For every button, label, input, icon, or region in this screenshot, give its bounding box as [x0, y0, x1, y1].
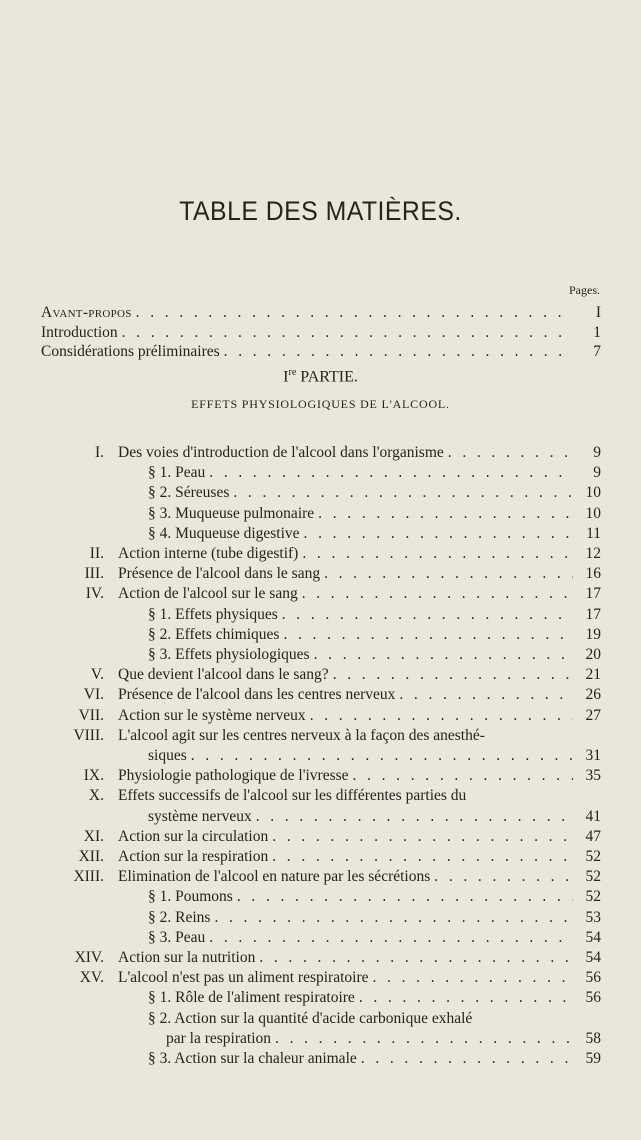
entry-title: Physiologie pathologique de l'ivresse	[118, 767, 349, 785]
toc-entry	[0, 463, 641, 482]
toc-entry	[0, 867, 641, 886]
entry-page: 12	[585, 545, 601, 562]
entry-number: VIII.	[73, 726, 104, 744]
entry-number: V.	[90, 666, 104, 684]
entry-number: VII.	[78, 706, 104, 724]
entry-title: siques	[148, 747, 187, 764]
dot-leader	[283, 625, 573, 644]
toc-entry	[0, 665, 641, 684]
toc-entry	[0, 726, 641, 745]
entry-page: 56	[585, 969, 601, 987]
entry-title: système nerveux	[148, 807, 252, 825]
dot-leader	[282, 605, 573, 624]
dot-leader	[209, 463, 573, 482]
dot-leader	[233, 483, 573, 502]
entry-page: 31	[585, 747, 601, 764]
toc-entry	[0, 605, 641, 624]
entry-title: § 1. Peau	[148, 464, 206, 482]
part-heading: Ire PARTIE.	[283, 367, 358, 386]
entry-page: 9	[593, 444, 601, 461]
entry-page: 53	[585, 908, 601, 926]
entry-title: Action sur la circulation	[118, 827, 269, 845]
entry-title: § 2. Reins	[148, 908, 211, 926]
toc-entry	[0, 323, 641, 342]
entry-title: Action sur la respiration	[118, 848, 269, 865]
dot-leader	[272, 827, 573, 846]
toc-entry	[0, 827, 641, 846]
entry-page: I	[595, 304, 601, 321]
entry-title: Elimination de l'alcool en nature par les sécrétions	[118, 868, 431, 886]
entry-number: VI.	[83, 686, 104, 704]
entry-title: § 1. Rôle de l'aliment respiratoire	[148, 989, 355, 1007]
pages-column-label: Pages.	[569, 283, 600, 297]
entry-page: 54	[585, 949, 601, 966]
dot-leader	[122, 323, 573, 342]
toc-entry	[0, 766, 641, 785]
entry-page: 7	[593, 343, 601, 360]
dot-leader	[302, 544, 573, 563]
dot-leader	[318, 504, 573, 523]
toc-entry	[0, 1009, 641, 1028]
dot-leader	[359, 988, 573, 1007]
entry-number: XIV.	[74, 949, 104, 966]
dot-leader	[324, 564, 573, 583]
toc-entry	[0, 807, 641, 826]
toc-entry	[0, 968, 641, 987]
dot-leader	[224, 342, 573, 361]
entry-page: 59	[585, 1050, 601, 1067]
entry-title: § 3. Effets physiologiques	[148, 646, 310, 663]
entry-title: § 1. Effets physiques	[148, 605, 278, 623]
toc-entry	[0, 625, 641, 644]
toc-entry	[0, 746, 641, 765]
entry-page: 11	[586, 524, 601, 542]
toc-entry	[0, 948, 641, 967]
entry-page: 27	[585, 706, 601, 724]
dot-leader	[259, 948, 573, 967]
entry-page: 35	[585, 767, 601, 785]
dot-leader	[448, 443, 573, 462]
toc-entry	[0, 564, 641, 583]
toc-entry	[0, 584, 641, 603]
entry-title: § 3. Action sur la chaleur animale	[148, 1050, 357, 1067]
toc-entry	[0, 988, 641, 1007]
page-title: TABLE DES MATIÈRES.	[179, 196, 462, 226]
entry-page: 9	[593, 464, 601, 482]
entry-title: Action sur le système nerveux	[118, 706, 306, 724]
entry-number: IX.	[83, 767, 104, 785]
toc-entry	[0, 483, 641, 502]
entry-number: XI.	[83, 827, 104, 845]
dot-leader	[237, 887, 573, 906]
dot-leader	[256, 807, 573, 826]
entry-number: XIII.	[73, 868, 104, 886]
entry-page: 16	[585, 565, 601, 583]
entry-page: 58	[585, 1029, 601, 1047]
entry-page: 41	[585, 807, 601, 825]
entry-page: 26	[585, 686, 601, 704]
entry-title: L'alcool n'est pas un aliment respiratoire	[118, 969, 369, 987]
entry-title: Présence de l'alcool dans le sang	[118, 565, 321, 583]
toc-entry	[0, 908, 641, 927]
entry-page: 17	[585, 605, 601, 623]
dot-leader	[191, 746, 573, 765]
toc-entry	[0, 685, 641, 704]
dot-leader	[333, 665, 573, 684]
toc-entry	[0, 524, 641, 543]
entry-number: II.	[89, 545, 104, 562]
dot-leader	[310, 706, 573, 725]
entry-title: § 1. Poumons	[148, 888, 233, 906]
dot-leader	[272, 847, 573, 866]
dot-leader	[399, 685, 573, 704]
toc-entry	[0, 1029, 641, 1048]
entry-title: Considérations préliminaires	[41, 343, 220, 360]
entry-title: Présence de l'alcool dans les centres nerveux	[118, 686, 396, 704]
entry-title: Action de l'alcool sur le sang	[118, 585, 298, 603]
entry-title: § 3. Peau	[148, 928, 206, 946]
entry-title: Que devient l'alcool dans le sang?	[118, 666, 329, 684]
toc-entry	[0, 544, 641, 563]
entry-title: § 2. Effets chimiques	[148, 625, 280, 643]
toc-entry	[0, 928, 641, 947]
entry-number: XV.	[79, 969, 104, 987]
dot-leader	[136, 303, 573, 322]
entry-page: 52	[585, 848, 601, 865]
dot-leader	[361, 1049, 573, 1068]
dot-leader	[302, 584, 573, 603]
entry-page: 56	[585, 989, 601, 1007]
dot-leader	[373, 968, 574, 987]
entry-page: 54	[585, 928, 601, 946]
entry-number: X.	[88, 787, 104, 805]
dot-leader	[353, 766, 573, 785]
entry-title: par la respiration	[166, 1029, 272, 1047]
dot-leader	[275, 1029, 573, 1048]
entry-title: § 3. Muqueuse pulmonaire	[148, 504, 315, 522]
entry-page: 52	[585, 888, 601, 906]
toc-entry	[0, 706, 641, 725]
entry-page: 19	[585, 625, 601, 643]
toc-entry	[0, 786, 641, 805]
entry-page: 17	[585, 585, 601, 603]
entry-title: § 2. Séreuses	[148, 484, 230, 502]
dot-leader	[304, 524, 573, 543]
entry-title: Action interne (tube digestif)	[118, 545, 299, 562]
toc-entry	[0, 887, 641, 906]
entry-title: Effets successifs de l'alcool sur les différentes parties du	[118, 787, 467, 805]
part-subtitle: EFFETS PHYSIOLOGIQUES DE L'ALCOOL.	[191, 397, 450, 411]
entry-page: 20	[585, 646, 601, 663]
toc-entry	[0, 303, 641, 322]
toc-entry	[0, 847, 641, 866]
entry-title: Des voies d'introduction de l'alcool dans l'organisme	[118, 444, 444, 461]
toc-entry	[0, 1049, 641, 1068]
dot-leader	[434, 867, 573, 886]
entry-title: Action sur la nutrition	[118, 949, 256, 966]
entry-number: IV.	[85, 585, 104, 603]
entry-title: § 4. Muqueuse digestive	[148, 524, 300, 542]
entry-number: XII.	[78, 848, 104, 865]
entry-page: 10	[585, 484, 601, 502]
dot-leader	[314, 645, 573, 664]
entry-page: 1	[593, 323, 601, 341]
entry-page: 21	[585, 666, 601, 684]
entry-title: § 2. Action sur la quantité d'acide carbonique exhalé	[148, 1009, 473, 1027]
entry-number: I.	[94, 444, 104, 461]
entry-page: 47	[585, 827, 601, 845]
entry-title: Introduction	[41, 323, 118, 341]
toc-entry	[0, 645, 641, 664]
toc-entry	[0, 342, 641, 361]
entry-title: L'alcool agit sur les centres nerveux à la façon des anesthé-	[118, 726, 485, 744]
toc-entry	[0, 443, 641, 462]
toc-entry	[0, 504, 641, 523]
entry-number: III.	[84, 565, 104, 583]
entry-title: Avant-propos	[41, 304, 132, 321]
entry-page: 52	[585, 868, 601, 886]
dot-leader	[214, 908, 573, 927]
dot-leader	[209, 928, 573, 947]
entry-page: 10	[585, 504, 601, 522]
